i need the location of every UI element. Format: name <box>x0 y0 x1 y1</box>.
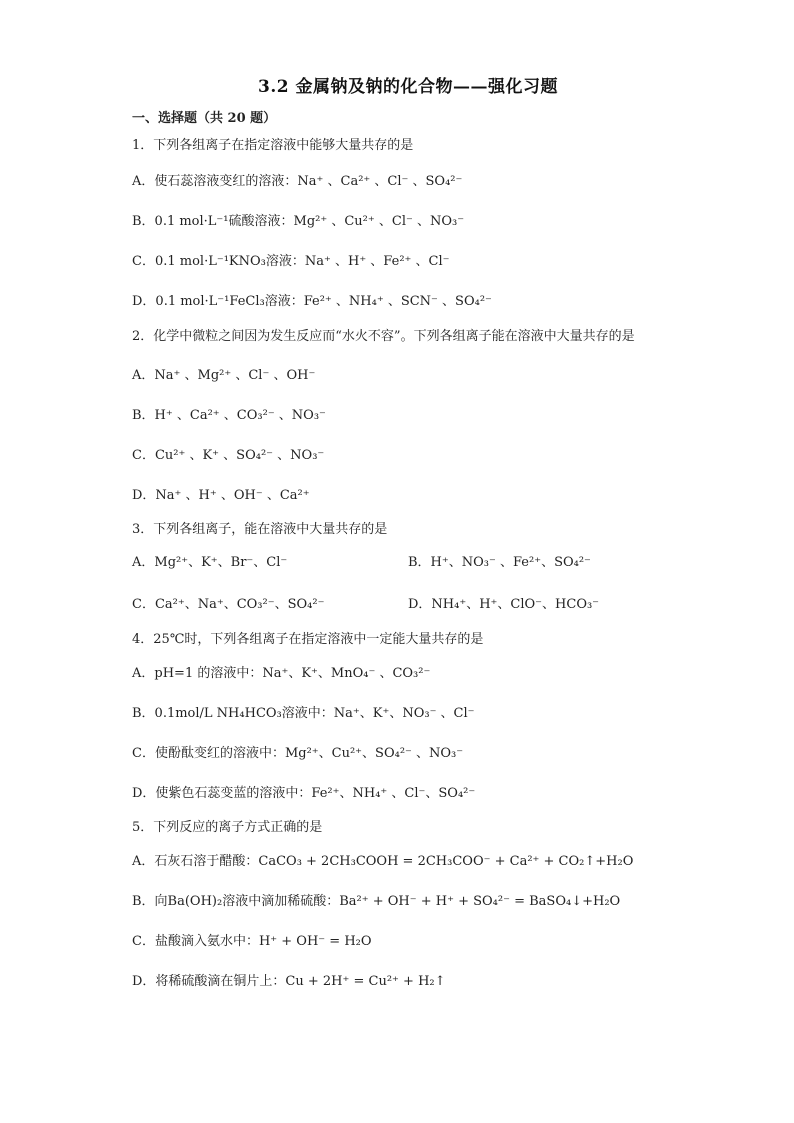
question-4 <box>132 630 684 814</box>
option-a: A．Na⁺ 、Mg²⁺ 、Cl⁻ 、OH⁻ <box>132 368 316 383</box>
option-c: C．盐酸滴入氨水中：H⁺ + OH⁻ = H₂O <box>132 934 372 949</box>
option-d: D．使紫色石蕊变蓝的溶液中：Fe²⁺、NH₄⁺ 、Cl⁻、SO₄²⁻ <box>132 786 476 801</box>
option-c: C．使酚酞变红的溶液中：Mg²⁺、Cu²⁺、SO₄²⁻ 、NO₃⁻ <box>132 746 464 761</box>
question-1 <box>132 136 684 322</box>
option-b: B．0.1 mol·L⁻¹硫酸溶液：Mg²⁺ 、Cu²⁺ 、Cl⁻ 、NO₃⁻ <box>132 214 465 229</box>
option-d: D．Na⁺ 、H⁺ 、OH⁻ 、Ca²⁺ <box>132 488 310 503</box>
question-stem: 1．下列各组离子在指定溶液中能够大量共存的是 <box>132 138 414 153</box>
question-stem: 4．25℃时，下列各组离子在指定溶液中一定能大量共存的是 <box>132 632 484 647</box>
option-d: D．NH₄⁺、H⁺、ClO⁻、HCO₃⁻ <box>408 597 600 612</box>
options-row-2 <box>132 584 684 626</box>
question-stem: 5．下列反应的离子方式正确的是 <box>132 820 323 835</box>
option-d: D．将稀硫酸滴在铜片上：Cu + 2H⁺ = Cu²⁺ + H₂↑ <box>132 974 446 989</box>
option-c: C．0.1 mol·L⁻¹KNO₃溶液：Na⁺ 、H⁺ 、Fe²⁺ 、Cl⁻ <box>132 254 450 269</box>
question-3 <box>132 520 684 626</box>
option-c: C．Cu²⁺ 、K⁺ 、SO₄²⁻ 、NO₃⁻ <box>132 448 325 463</box>
option-a: A．pH=1 的溶液中：Na⁺、K⁺、MnO₄⁻ 、CO₃²⁻ <box>132 666 431 681</box>
option-b: B．H⁺ 、Ca²⁺ 、CO₃²⁻ 、NO₃⁻ <box>132 408 326 423</box>
page-title: 3.2 金属钠及钠的化合物——强化习题 <box>258 77 558 97</box>
section-heading: 一、选择题（共 20 题） <box>132 111 277 126</box>
option-a: A．使石蕊溶液变红的溶液：Na⁺ 、Ca²⁺ 、Cl⁻ 、SO₄²⁻ <box>132 174 463 189</box>
question-2 <box>132 322 684 516</box>
options-row-1 <box>132 542 684 584</box>
option-b: B．0.1mol/L NH₄HCO₃溶液中：Na⁺、K⁺、NO₃⁻ 、Cl⁻ <box>132 706 475 721</box>
option-b: B．H⁺、NO₃⁻ 、Fe²⁺、SO₄²⁻ <box>408 555 591 570</box>
question-5 <box>132 818 684 1002</box>
question-stem: 3．下列各组离子，能在溶液中大量共存的是 <box>132 522 388 537</box>
option-c: C．Ca²⁺、Na⁺、CO₃²⁻、SO₄²⁻ <box>132 597 325 612</box>
question-stem: 2．化学中微粒之间因为发生反应而“水火不容”。下列各组离子能在溶液中大量共存的是 <box>132 329 635 344</box>
option-a: A．石灰石溶于醋酸：CaCO₃ + 2CH₃COOH = 2CH₃COO⁻ + Ca²⁺ + CO₂↑+H₂O <box>132 854 634 869</box>
option-a: A．Mg²⁺、K⁺、Br⁻、Cl⁻ <box>132 555 288 570</box>
option-b: B．向Ba(OH)₂溶液中滴加稀硫酸：Ba²⁺ + OH⁻ + H⁺ + SO₄²⁻ = BaSO₄↓+H₂O <box>132 894 621 909</box>
option-d: D．0.1 mol·L⁻¹FeCl₃溶液：Fe²⁺ 、NH₄⁺ 、SCN⁻ 、SO₄²⁻ <box>132 294 492 309</box>
